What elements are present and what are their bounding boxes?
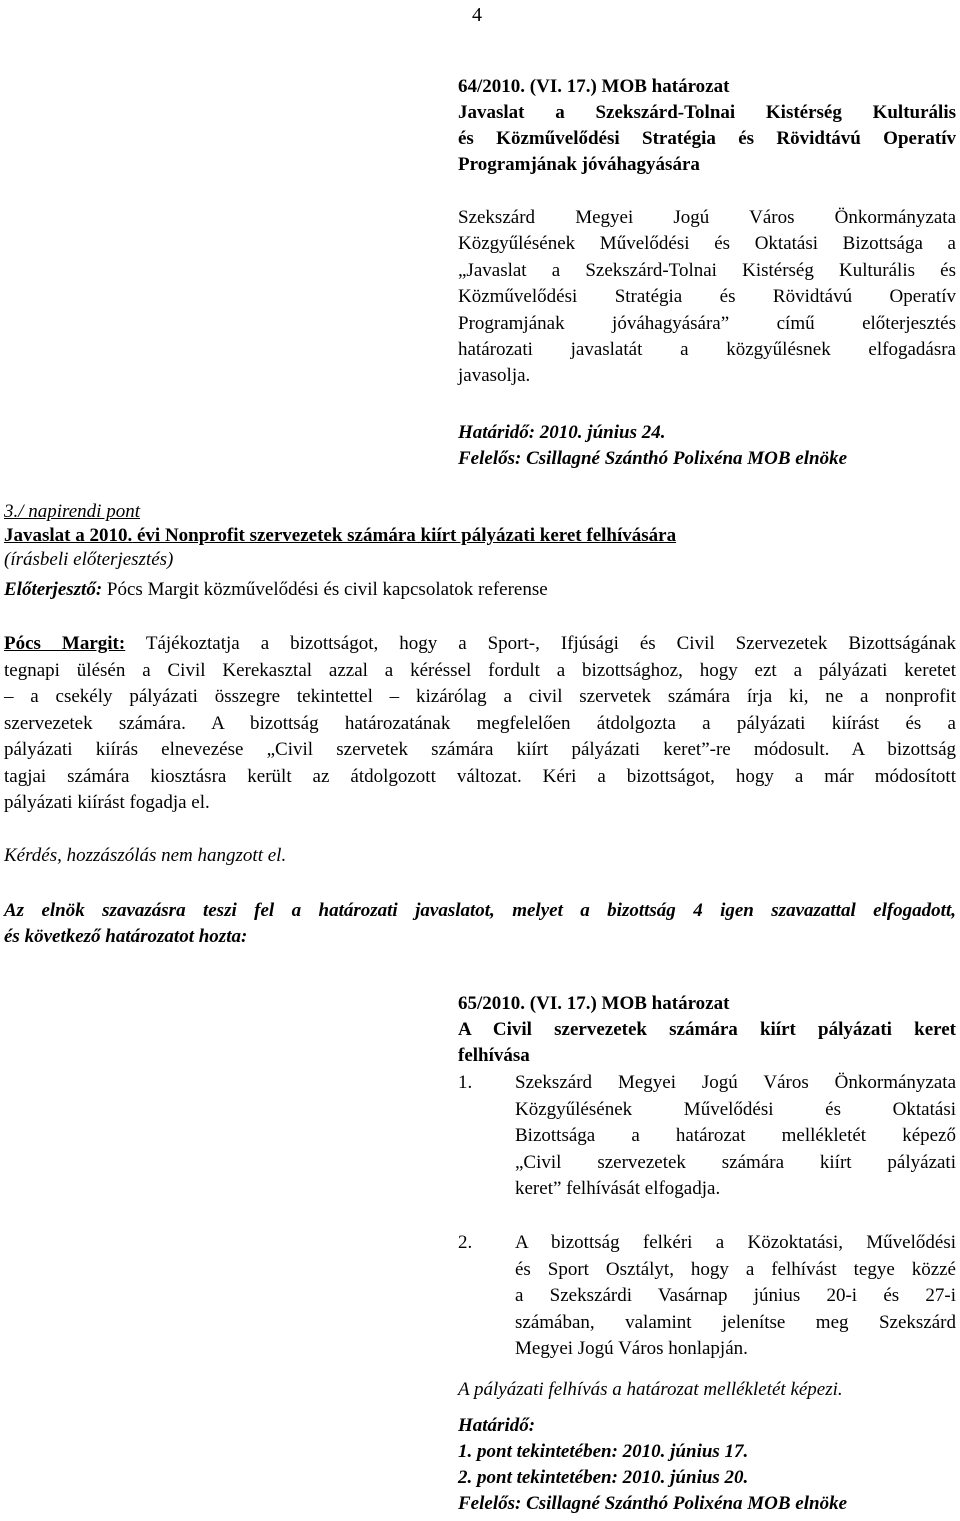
resolution-64-body-line: „Javaslat a Szekszárd-Tolnai Kistérség Kulturális és xyxy=(458,259,956,281)
page-number: 4 xyxy=(472,4,482,26)
vote-line: Az elnök szavazásra teszi fel a határozati javaslatot, melyet a bizottság 4 igen szavazattal elfogadott, xyxy=(4,900,956,921)
item-line: és Sport Osztályt, hogy a felhívást tegye közzé xyxy=(515,1258,956,1280)
resolution-65-title-line2: felhívása xyxy=(458,1045,530,1066)
no-questions-note: Kérdés, hozzászólás nem hangzott el. xyxy=(4,845,287,866)
annex-note: A pályázati felhívás a határozat mellékletét képezi. xyxy=(458,1379,843,1400)
resolution-64-deadline: Határidő: 2010. június 24. xyxy=(458,422,666,443)
resolution-64-body xyxy=(458,205,956,390)
item-line: számában, valamint jelenítse meg Szekszárd xyxy=(515,1311,956,1333)
item-line: A bizottság felkéri a Közoktatási, Művelődési xyxy=(515,1232,956,1253)
agenda-item-number: 3./ napirendi pont xyxy=(4,501,140,522)
speech-paragraph xyxy=(4,631,956,817)
vote-line: és következő határozatot hozta: xyxy=(4,926,248,947)
item-line: keret” felhívását elfogadja. xyxy=(515,1178,721,1199)
resolution-64-title-line1: Javaslat a Szekszárd-Tolnai Kistérség Kulturális xyxy=(458,102,956,123)
resolution-64-number: 64/2010. (VI. 17.) MOB határozat xyxy=(458,76,730,97)
resolution-64-title-line3: Programjának jóváhagyására xyxy=(458,154,700,175)
speech-line: pályázati kiírás elnevezése „Civil szervetek számára kiírt pályázati keret”-re módosult. A bizottság xyxy=(4,739,956,760)
resolution-65-item-2 xyxy=(515,1230,956,1363)
agenda-title-prefix: Javaslat a 2010. xyxy=(4,525,133,546)
resolution-65-deadline-label: Határidő: xyxy=(458,1415,536,1436)
resolution-65-deadline-1: 1. pont tekintetében: 2010. június 17. xyxy=(458,1441,749,1462)
presenter-label: Előterjesztő: xyxy=(4,579,103,600)
resolution-65-header xyxy=(458,991,956,1069)
resolution-64-responsible: Felelős: Csillagné Szánthó Polixéna MOB elnöke xyxy=(458,448,848,469)
resolution-64-body-line: Közgyűlésének Művelődési és Oktatási Bizottsága a xyxy=(458,233,956,255)
item-line: „Civil szervezetek számára kiírt pályázati xyxy=(515,1151,956,1173)
item-line: Megyei Jogú Város honlapján. xyxy=(515,1338,748,1359)
resolution-64-header xyxy=(458,74,956,178)
speech-line: szervezetek számára. A bizottság határozatának megfelelően átdolgozta a pályázati kiírást és a xyxy=(4,712,956,734)
agenda-presenter xyxy=(4,577,548,603)
item-line: Szekszárd Megyei Jogú Város Önkormányzata xyxy=(515,1072,956,1093)
resolution-64-body-line: Szekszárd Megyei Jogú Város Önkormányzata xyxy=(458,207,956,228)
resolution-65-item-1 xyxy=(515,1070,956,1203)
item-line: Közgyűlésének Művelődési és Oktatási xyxy=(515,1098,956,1120)
agenda-item-subtitle: (írásbeli előterjesztés) xyxy=(4,549,174,570)
resolution-65-item-1-number: 1. xyxy=(458,1072,473,1093)
item-line: a Szekszárdi Vasárnap június 20-i és 27-i xyxy=(515,1285,956,1306)
resolution-64-title-line2: és Közművelődési Stratégia és Rövidtávú Operatív xyxy=(458,128,956,149)
agenda-title-rest: évi Nonprofit szervezetek számára kiírt pályázati keret felhívására xyxy=(132,525,677,546)
item-line: Bizottsága a határozat mellékletét képező xyxy=(515,1125,956,1146)
resolution-65-title-line1: A Civil szervezetek számára kiírt pályázati keret xyxy=(458,1019,956,1040)
speaker-name: Pócs Margit: xyxy=(4,633,126,654)
resolution-64-body-line: határozati javaslatát a közgyűlésnek elfogadásra xyxy=(458,339,956,361)
resolution-65-responsible: Felelős: Csillagné Szánthó Polixéna MOB elnöke xyxy=(458,1493,848,1514)
speech-line: tagjai számára kiosztásra került az átdolgozott változat. Kéri a bizottságot, hogy a már módosított xyxy=(4,765,956,787)
presenter-text: Pócs Margit közművelődési és civil kapcsolatok referense xyxy=(102,579,548,600)
resolution-65-number: 65/2010. (VI. 17.) MOB határozat xyxy=(458,993,730,1014)
speech-line: pályázati kiírást fogadja el. xyxy=(4,792,210,813)
resolution-64-body-line: Programjának jóváhagyására” című előterjesztés xyxy=(458,312,956,334)
speech-line: Pócs Margit: Tájékoztatja a bizottságot, hogy a Sport-, Ifjúsági és Civil Szervezetek Bizottságának xyxy=(4,633,957,654)
resolution-64-body-line: javasolja. xyxy=(458,365,531,387)
agenda-item-title xyxy=(4,524,676,548)
vote-statement xyxy=(4,898,956,950)
resolution-65-deadline-2: 2. pont tekintetében: 2010. június 20. xyxy=(458,1467,749,1488)
speech-line: – a csekély pályázati összegre tekintettel – kizárólag a civil szervetek számára írja ki, ne a nonprofit xyxy=(4,686,956,707)
resolution-64-body-line: Közművelődési Stratégia és Rövidtávú Operatív xyxy=(458,286,956,308)
speech-line: tegnapi ülésén a Civil Kerekasztal azzal a kéréssel fordult a bizottsághoz, hogy ezt a pályázati keretet xyxy=(4,659,956,681)
resolution-65-item-2-number: 2. xyxy=(458,1232,473,1253)
